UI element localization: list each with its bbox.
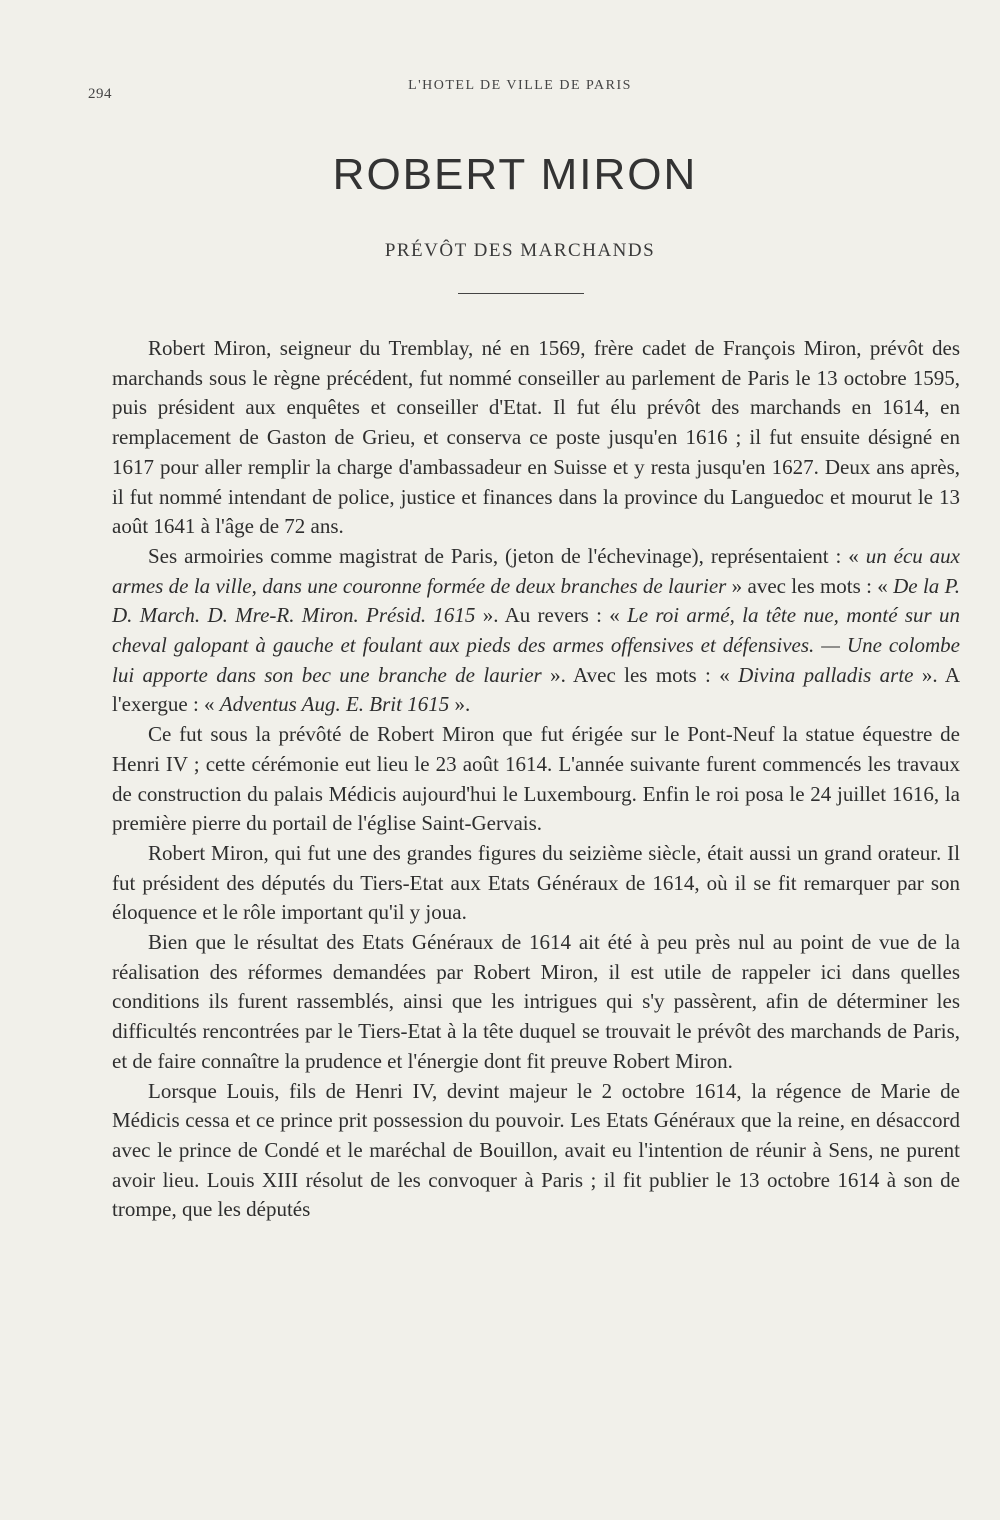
title-divider [458, 293, 584, 294]
text-run: ». A l'exergue : « [112, 662, 960, 717]
text-run: Lorsque Louis, fils de Henri IV, devint majeur le 2 octobre 1614, la régence de Marie de Médicis cessa et ce prince prit possession du pouvoir. Les Etats Généraux que la reine, en désaccord avec le prince de Condé et le maréchal de Bouillon, avait eu l'intention de réunir à Sens, ne purent avoir lieu. Louis XIII résolut de les convoquer à Paris ; il fit publier le 13 octobre 1614 à son de trompe, que les députés [112, 1078, 960, 1222]
text-run: ». Au revers : « [475, 603, 628, 628]
italic-text: Divina palladis arte [738, 662, 914, 687]
italic-text: un écu aux armes de la ville, dans une couronne formée de deux branches de laurier [112, 543, 960, 598]
paragraph [112, 720, 960, 839]
text-run: » avec les mots : « [726, 573, 894, 598]
italic-text: De la P. D. March. D. Mre-R. Miron. Présid. 1615 [112, 573, 960, 628]
text-run: Ses armoiries comme magistrat de Paris, (jeton de l'échevinage), représentaient : « [148, 543, 866, 568]
article-subtitle: PRÉVÔT DES MARCHANDS [384, 240, 656, 261]
paragraph [112, 839, 960, 928]
paragraph [112, 1077, 960, 1226]
text-run: ». [449, 692, 471, 717]
text-run: Bien que le résultat des Etats Généraux de 1614 ait été à peu près nul au point de vue de la réalisation des réformes demandées par Robert Miron, il est utile de rappeler ici dans quelles conditions ils furent rassemblés, ainsi que les intrigues qui s'y passèrent, afin de déterminer les difficultés rencontrées par le Tiers-Etat à la tête duquel se trouvait le prévôt des marchands de Paris, et de faire connaître la prudence et l'énergie dont fit preuve Robert Miron. [112, 930, 960, 1073]
paragraph [112, 334, 960, 542]
body-text [112, 334, 960, 1225]
paragraph [112, 542, 960, 720]
italic-text: Le roi armé, la tête nue, monté sur un cheval galopant à gauche et foulant aux pieds des armes offensives et défensives. — Une colombe lui apporte dans son bec une branche de laurier [112, 603, 960, 687]
text-run: ». Avec les mots : « [541, 662, 739, 687]
text-run: Robert Miron, seigneur du Tremblay, né en 1569, frère cadet de François Miron, prévôt des marchands sous le règne précédent, fut nommé conseiller au parlement de Paris le 13 octobre 1595, puis président aux enquêtes et conseiller d'Etat. Il fut élu prévôt des marchands en 1614, en remplacement de Gaston de Grieu, et conserva ce poste jusqu'en 1616 ; il fut ensuite désigné en 1617 pour aller remplir la charge d'ambassadeur en Suisse et y resta jusqu'en 1627. Deux ans après, il fut nommé intendant de police, justice et finances dans la province du Languedoc et mourut le 13 août 1641 à l'âge de 72 ans. [112, 336, 960, 539]
text-run: Robert Miron, qui fut une des grandes figures du seizième siècle, était aussi un grand orateur. Il fut président des députés du Tiers-Etat aux Etats Généraux de 1614, où il se fit remarquer par son éloquence et le rôle important qu'il y joua. [112, 840, 960, 925]
paragraph [112, 928, 960, 1077]
italic-text: Adventus Aug. E. Brit 1615 [219, 692, 450, 717]
article-title: ROBERT MIRON [332, 150, 698, 199]
text-run: Ce fut sous la prévôté de Robert Miron que fut érigée sur le Pont-Neuf la statue équestre de Henri IV ; cette cérémonie eut lieu le 23 août 1614. L'année suivante furent commencés les travaux de construction du palais Médicis aujourd'hui le Luxembourg. Enfin le roi posa le 24 juillet 1616, la première pierre du portail de l'église Saint-Gervais. [112, 722, 960, 836]
running-title: L'HOTEL DE VILLE DE PARIS [408, 78, 632, 93]
page-number: 294 [88, 86, 112, 102]
